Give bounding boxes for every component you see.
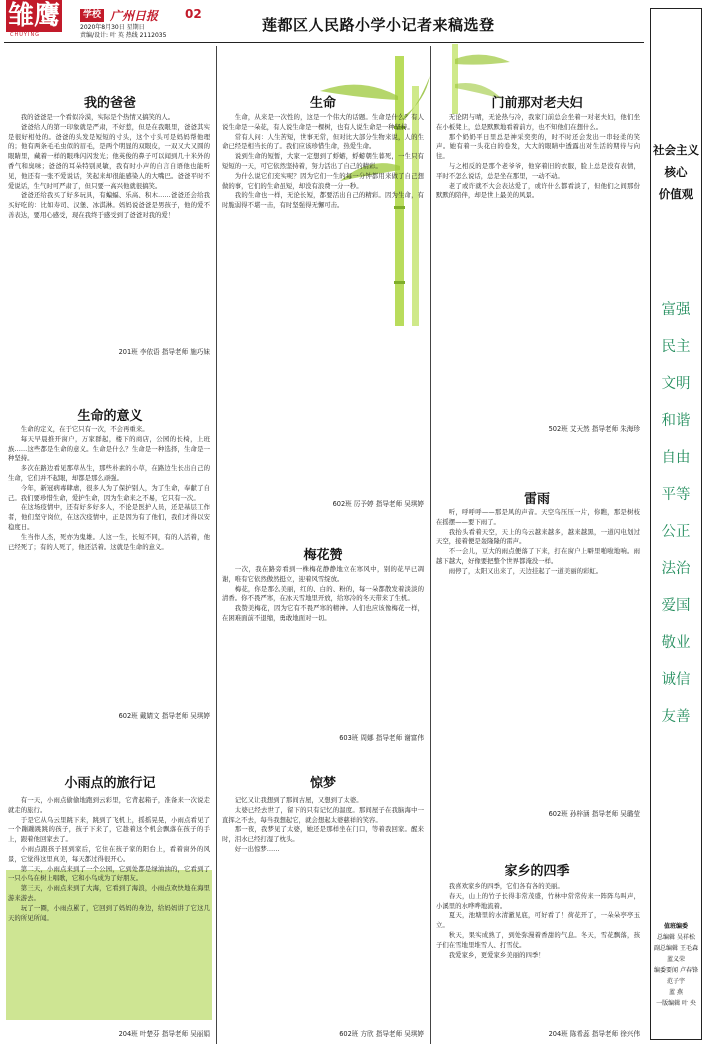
article-body bbox=[436, 113, 640, 413]
credit-line: 总编辑 吴祥松 bbox=[657, 934, 695, 941]
paragraph: 生命，从来是一次性的，这是一个伟大的话题。生命是什么？有人说生命是一朵花，有人说生命是一棵树，也有人说生命是一种坚持。 bbox=[222, 113, 424, 131]
article-title: 梅花赞 bbox=[303, 548, 343, 563]
paragraph: 有一天，小雨点偷偷地跑到云彩里，它背起箱子，准备来一次说走就走的旅行。 bbox=[8, 796, 210, 814]
paragraph: 我的爸爸是一个看似冷漠，实际是个热情又搞笑的人。 bbox=[20, 113, 175, 121]
core-value: 诚信 bbox=[661, 672, 691, 688]
paragraph: 在这场疫情中，还有好多好多人，不论是医护人员，还是基层工作者，他们坚守岗位，在这次疫情中，正是因为有了他们，我们才得以安稳度日。 bbox=[8, 503, 210, 531]
paragraph: 常有人问：人生苦短，世事无常，但对比大部分生物来说，人的生命已经是相当长的了。我们应该珍惜生命，热爱生命。 bbox=[222, 132, 424, 151]
article-body bbox=[8, 425, 210, 709]
core-value: 公正 bbox=[661, 524, 691, 540]
paragraph: 每天早晨推开窗户，万家群起，楼下的商店，公园的长椅，上班族……这些都是生命的意义。生命是什么？生命是一种选择，生命是一种坚持。 bbox=[8, 434, 210, 463]
section-badge: 学校 bbox=[80, 9, 104, 22]
core-value: 和谐 bbox=[661, 413, 691, 429]
paragraph: 那个奶奶平日里总是神采奕奕的，时不时还会发出一串轻柔的笑声。她有着一头花白的卷发，大大的眼睛中透露出对生活的期待与向往。 bbox=[436, 132, 640, 161]
article-title: 我的爸爸 bbox=[83, 96, 136, 111]
paragraph: 爸爸还给我买了好多玩具，有蝙蝠、乐高、积木……爸爸还会给我买好吃的：比如寿司、汉堡、冰淇淋。妈妈说爸爸是男孩子，他的爱不善表达，要用心感受，现在我终于感受到了爸爸对我的爱！ bbox=[8, 191, 210, 219]
paragraph: 不一会儿，豆大的雨点便落了下来，打在窗户上噼里啪啦地响。雨越下越大，好像要把整个世界都淹没一样。 bbox=[436, 547, 640, 565]
paragraph: 太婆已经去世了，留下的只有记忆的温度。那间屋子在我脑海中一直挥之不去，每当我想起它，就会想起太婆慈祥的笑容。 bbox=[222, 805, 424, 824]
paragraph: 生当作人杰，死亦为鬼雄。人这一生，长短不同，有的人活着，他已经死了；有的人死了，他还活着。这就是生命的意义。 bbox=[8, 532, 210, 551]
core-value: 友善 bbox=[661, 709, 691, 725]
page-number: 02 bbox=[185, 7, 202, 21]
sidebar-title-line: 核心 bbox=[664, 165, 688, 179]
paragraph: 老了或许就不大会表达爱了，或许什么都看淡了，但他们之间那份默默的陪伴，却是世上最美的风景。 bbox=[436, 181, 640, 200]
paragraph: 我爱家乡，更爱家乡美丽的四季！ bbox=[448, 950, 545, 959]
editor-line: 责编/设计: 叶 英 热线 2112035 bbox=[80, 32, 167, 39]
paragraph: 我的生命也一样，无论长短，都要活出自己的精彩。因为生命，有时脆弱得不堪一击，有时坚强得无懈可击。 bbox=[222, 191, 424, 210]
paper-name: 广州日报 bbox=[110, 9, 159, 23]
core-value: 平等 bbox=[661, 487, 691, 503]
article-body bbox=[436, 508, 640, 798]
masthead-rule bbox=[4, 42, 644, 43]
credit-line: 蓝义荣 bbox=[666, 956, 685, 963]
paragraph: 今年，新冠病毒肆虐，很多人为了保护别人，为了生命，奉献了自己。我们要珍惜生命，爱护生命，因为生命来之不易，它只有一次。 bbox=[8, 483, 210, 502]
credit-line: 编委要闻 卢春锋 bbox=[654, 967, 698, 974]
article-body bbox=[222, 565, 424, 725]
page-headline: 莲都区人民路小学小记者来稿选登 bbox=[262, 16, 495, 34]
paragraph: 我赞美梅花，因为它有不畏严寒的精神。人们也应该像梅花一样，在困难面前不退缩，勇敢地面对一切。 bbox=[222, 604, 424, 622]
paragraph: 多次在路边看见那草丛生，那些朴素的小草，在路边生长出自己的生命，它们并不起眼，却都是那么顽强。 bbox=[8, 464, 210, 482]
article-byline: 603班 周娜 指导老师 谢富伟 bbox=[339, 734, 424, 742]
article-title: 惊梦 bbox=[309, 776, 336, 791]
sidebar-title bbox=[651, 139, 701, 205]
column-divider bbox=[216, 46, 217, 1044]
paragraph: 生命的定义，在于它只有一次，不会再重来。 bbox=[20, 425, 149, 433]
column-divider bbox=[430, 46, 431, 1044]
logo-pinyin: CHUYING bbox=[10, 32, 41, 38]
core-value: 自由 bbox=[661, 450, 691, 466]
paragraph: 一次，我在路旁看到一株梅花静静地立在寒风中，别的花早已凋谢，唯有它依然傲然挺立，迎着风雪绽放。 bbox=[222, 565, 424, 583]
credit-line: 蓝 燕 bbox=[669, 989, 683, 996]
article-body bbox=[436, 882, 640, 1022]
paragraph: 秋天，果实成熟了，到处弥漫着香甜的气息。冬天，雪花飘落，孩子们在雪地里堆雪人、打雪仗。 bbox=[436, 930, 640, 949]
issue-date: 2020年8月30日 星期日 bbox=[80, 24, 145, 31]
core-value: 民主 bbox=[661, 339, 691, 355]
paragraph: 无论阴与晴，无论热与冷，我家门前总会坐着一对老夫妇，他们坐在小板凳上，总是默默地看着前方，也不知他们在想什么。 bbox=[436, 113, 640, 131]
article-byline: 204班 叶楚芬 指导老师 吴丽娟 bbox=[118, 1030, 210, 1038]
paragraph: 那一夜，我梦见了太婆，她还是那样坐在门口，等着我回家。醒来时，泪水已经打湿了枕头。 bbox=[222, 825, 424, 844]
paragraph: 听，呼呼呼——那是风的声音。天空乌压压一片，你瞧，那是树枝在摇摆——要下雨了。 bbox=[436, 508, 640, 526]
article-title: 家乡的四季 bbox=[504, 864, 570, 879]
credit-line: 一版编辑 叶 央 bbox=[656, 1000, 696, 1007]
paragraph: 小雨点跟孩子回到家后，它住在孩子家的阳台上，看着窗外的风景，它觉得这里真美，每天都过得很开心。 bbox=[8, 844, 210, 863]
sidebar-title-line: 价值观 bbox=[658, 187, 694, 201]
article-byline: 602班 戴婧文 指导老师 吴琪婷 bbox=[118, 712, 210, 720]
paragraph: 我抬头看着天空，天上的乌云越来越多，越来越黑，一道闪电划过天空，接着便是轰隆隆的雷声。 bbox=[436, 527, 640, 546]
article-byline: 602班 方欣 指导老师 吴琪婷 bbox=[339, 1030, 424, 1038]
duty-editors bbox=[653, 921, 699, 1009]
core-values-list bbox=[651, 292, 701, 736]
core-value: 法治 bbox=[661, 561, 691, 577]
paragraph: 夏天，池塘里的水清澈见底，可好看了！荷花开了，一朵朵亭亭玉立。 bbox=[436, 911, 640, 930]
paragraph: 玩了一圈，小雨点累了，它回到了妈妈的身边，给妈妈讲了它这几天的所见所闻。 bbox=[8, 903, 210, 922]
paragraph: 好一出惊梦…… bbox=[234, 844, 280, 853]
masthead bbox=[0, 0, 650, 40]
paragraph: 梅花，你是那么美丽，红的、白的、粉的，每一朵都散发着淡淡的清香。你不畏严寒，在冰天雪地里开放，给寒冷的冬天带来了生机。 bbox=[222, 584, 424, 603]
article-body bbox=[222, 796, 424, 1021]
article-byline: 602班 孙梓涵 指导老师 吴璐莹 bbox=[548, 810, 640, 818]
article-title: 门前那对老夫妇 bbox=[491, 96, 583, 111]
paragraph: 记忆又让我想到了那间古屋，又想到了太婆。 bbox=[234, 796, 363, 804]
article-byline: 502班 艾天然 指导老师 朱海珍 bbox=[548, 425, 640, 433]
paragraph: 我喜欢家乡的四季，它们各有各的美丽。 bbox=[448, 882, 564, 890]
article-byline: 204班 陈希蕊 指导老师 徐兴伟 bbox=[548, 1030, 640, 1038]
article-body bbox=[222, 113, 424, 443]
article-byline: 602班 厉予婷 指导老师 吴琪婷 bbox=[332, 500, 424, 508]
article-title: 小雨点的旅行记 bbox=[64, 776, 156, 791]
paragraph: 爸爸给人的第一印象就是严肃，不好惹，但是在我眼里，爸爸其实是很好相处的。爸爸的头发是短短的寸头，这个寸头可是妈妈帮他理的；他有两条毛毛虫似的眉毛，是两个明显的双眼皮，一双又大又圆的眼睛里，藏着一样的眼珠闪闪发光；他英俊的鼻子可以闻到几十米外的香气和臭味；爸爸的耳朵特别灵敏，我有时小声的自言自语他也能听见，他还有一张不爱说话，笑起来却很能感染人的大嘴巴。爸爸平时不爱说话，生气时可严肃了，但只要一高兴他就很搞笑。 bbox=[8, 122, 210, 190]
sidebar-title-line: 社会主义 bbox=[653, 143, 699, 157]
article-byline: 201班 李依语 指导老师 施巧妹 bbox=[118, 348, 210, 356]
core-value: 文明 bbox=[661, 376, 691, 392]
duty-editors-title: 值班编委 bbox=[663, 923, 688, 930]
paragraph: 第三天，小雨点来到了大海，它看到了海浪，小雨点欢快地在海里游来游去。 bbox=[8, 884, 210, 902]
core-value: 敬业 bbox=[661, 635, 691, 651]
core-value: 爱国 bbox=[661, 598, 691, 614]
paragraph: 春天，山上的竹子长得非常茂盛，竹林中常常传来一阵阵鸟叫声，小溪里的水哗哗地流着。 bbox=[436, 891, 640, 910]
paragraph: 说到生命的短暂，大家一定想到了蜉蝣，蜉蝣朝生暮死，一生只有短短的一天，可它依然坚持着，努力活出了自己的精彩。 bbox=[222, 152, 424, 170]
values-sidebar bbox=[650, 8, 702, 1040]
paragraph: 于是它从乌云里跳下来，跳到了飞机上，摇摇晃晃，小雨点看见了一个蹦蹦跳跳的孩子，孩子下来了，它趁着这个机会飘落在孩子的手上，跟着他回家去了。 bbox=[8, 815, 210, 844]
article-title: 生命的意义 bbox=[77, 409, 143, 424]
paragraph: 雨停了，太阳又出来了，天边挂起了一道美丽的彩虹。 bbox=[448, 566, 603, 575]
paragraph: 为什么说它们充实呢？因为它们一生的每一分钟都用来做了自己想做的事，它们的生命虽短，却没有浪费一分一秒。 bbox=[222, 171, 424, 190]
article-title: 雷雨 bbox=[523, 492, 550, 507]
article-body bbox=[8, 796, 210, 1021]
paragraph: 第二天，小雨点来到了一个公园，它到处都是绿油油的，它看到了一只小鸟在树上唱歌，它和小鸟成为了好朋友。 bbox=[8, 864, 210, 883]
article-title: 生命 bbox=[309, 96, 336, 111]
credit-line: 副总编辑 王毛森 bbox=[654, 945, 698, 952]
core-value: 富强 bbox=[661, 302, 691, 318]
paragraph: 与之相反的是那个老爷爷，他穿着旧的衣服，脸上总是没有表情，平时不怎么说话，总是坐在那里，一动不动。 bbox=[436, 161, 640, 180]
logo: 雏鹰 bbox=[7, 1, 60, 31]
article-body bbox=[8, 113, 210, 341]
credit-line: 范子宇 bbox=[666, 978, 685, 985]
